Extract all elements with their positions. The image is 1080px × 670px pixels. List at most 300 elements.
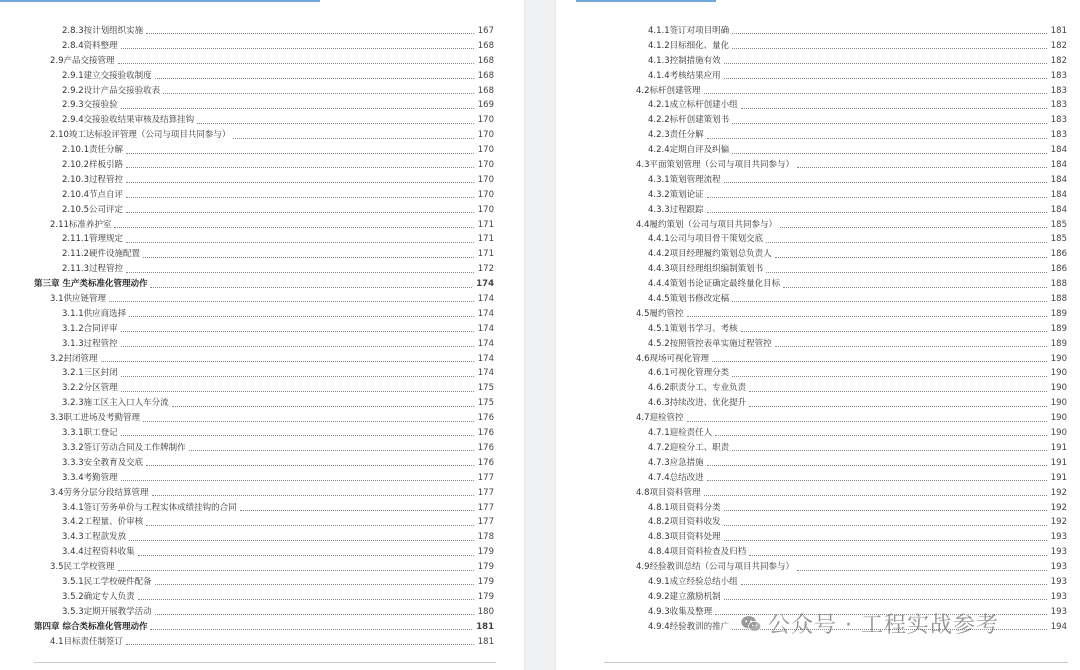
toc-entry[interactable]: [620, 590, 1067, 605]
dot-leader: [687, 420, 1047, 422]
toc-entry[interactable]: [620, 143, 1067, 158]
dot-leader: [109, 300, 474, 302]
toc-entry[interactable]: [620, 575, 1067, 590]
toc-entry-title: 2.9.3交接验验: [62, 100, 118, 111]
toc-entry-title: 3.3.3安全教育及交底: [62, 457, 144, 468]
toc-entry[interactable]: [34, 39, 494, 54]
toc-entry-page: 191: [1050, 457, 1067, 468]
dot-leader: [233, 137, 473, 139]
toc-entry-page: 180: [477, 606, 494, 617]
toc-entry-page: 177: [477, 487, 494, 498]
dot-leader: [197, 122, 474, 124]
toc-entry[interactable]: [620, 277, 1067, 292]
dot-leader: [150, 628, 472, 630]
dot-leader: [129, 315, 474, 317]
toc-entry-page: 190: [1050, 428, 1067, 439]
toc-entry-page: 191: [1050, 472, 1067, 483]
dot-leader: [126, 211, 474, 213]
toc-entry[interactable]: [34, 635, 494, 650]
toc-entry-title: 4.9经验教训总结（公司与项目共同参与）: [636, 562, 795, 573]
toc-entry[interactable]: [620, 352, 1067, 367]
toc-entry-page: 193: [1050, 532, 1067, 543]
toc-entry-title: 3.4.4过程资料收集: [62, 547, 135, 558]
toc-entry[interactable]: [34, 203, 494, 218]
dot-leader: [121, 47, 474, 49]
toc-entry[interactable]: [620, 203, 1067, 218]
dot-leader: [118, 62, 474, 64]
toc-entry-title: 3.5.3定期开展教学活动: [62, 606, 152, 617]
toc-entry[interactable]: [34, 486, 494, 501]
toc-entry-title: 4.1.4考核结果应用: [648, 70, 721, 81]
dot-leader: [724, 509, 1047, 511]
toc-entry-page: 177: [477, 472, 494, 483]
toc-entry-page: 193: [1050, 591, 1067, 602]
toc-entry-title: 4.1.2目标细化、量化: [648, 40, 730, 51]
dot-leader: [155, 613, 474, 615]
dot-leader: [732, 122, 1047, 124]
toc-entry-title: 3.3.2签订劳动合同及工作牌制作: [62, 442, 186, 453]
toc-entry-page: 185: [1050, 234, 1067, 245]
toc-entry-title: 4.8.2项目资料收发: [648, 517, 721, 528]
toc-entry-page: 183: [1050, 70, 1067, 81]
toc-entry-title: 3.2.1三区封闭: [62, 368, 118, 379]
toc-entry-title: 4.5.2按照管控表单实施过程管控: [648, 338, 772, 349]
toc-entry[interactable]: [620, 366, 1067, 381]
toc-entry-title: 3.4.3工程款发放: [62, 532, 127, 543]
toc-entry-page: 186: [1050, 249, 1067, 260]
toc-entry[interactable]: [620, 530, 1067, 545]
toc-entry[interactable]: [34, 352, 494, 367]
toc-entry[interactable]: [34, 24, 494, 39]
toc-entry-page: 179: [477, 562, 494, 573]
dot-leader: [189, 449, 474, 451]
toc-entry[interactable]: [34, 515, 494, 530]
dot-leader: [126, 196, 474, 198]
dot-leader: [724, 539, 1047, 541]
toc-entry[interactable]: [620, 501, 1067, 516]
dot-leader: [172, 405, 474, 407]
toc-entry-page: 168: [477, 70, 494, 81]
toc-entry-title: 4.3.1策划管理流程: [648, 174, 721, 185]
toc-entry[interactable]: [34, 143, 494, 158]
toc-entry[interactable]: [34, 441, 494, 456]
toc-entry-page: 168: [477, 55, 494, 66]
toc-entry[interactable]: [620, 411, 1067, 426]
dot-leader: [146, 32, 474, 34]
toc-entry[interactable]: [34, 98, 494, 113]
toc-entry-page: 190: [1050, 413, 1067, 424]
toc-entry[interactable]: [34, 218, 494, 233]
toc-entry[interactable]: [620, 188, 1067, 203]
toc-entry-page: 193: [1050, 606, 1067, 617]
toc-entry-title: 4.1.1签订对项目明确: [648, 26, 730, 36]
dot-leader: [741, 107, 1047, 109]
toc-entry[interactable]: [620, 381, 1067, 396]
dot-leader: [121, 375, 474, 377]
toc-entry[interactable]: [34, 173, 494, 188]
toc-entry[interactable]: [620, 218, 1067, 233]
dot-leader: [126, 241, 474, 243]
toc-entry-title: 4.8.4项目资料检查及归档: [648, 547, 747, 558]
toc-entry-title: 2.10.4节点自评: [62, 189, 124, 200]
toc-entry-page: 185: [1050, 219, 1067, 230]
dot-leader: [707, 137, 1047, 139]
toc-entry-title: 4.4.2项目经理履约策划总负责人: [648, 249, 772, 260]
toc-entry[interactable]: [620, 113, 1067, 128]
toc-entry[interactable]: [34, 411, 494, 426]
dot-leader: [797, 166, 1047, 168]
toc-entry-page: 188: [1050, 294, 1067, 305]
toc-entry-title: 3.1.3过程管控: [62, 338, 118, 349]
toc-entry[interactable]: [34, 560, 494, 575]
toc-entry-title: 第四章 综合类标准化管理动作: [34, 621, 148, 632]
toc-entry-page: 175: [477, 398, 494, 409]
toc-entry[interactable]: [34, 471, 494, 486]
toc-entry-page: 176: [477, 428, 494, 439]
toc-entry-title: 2.11.3过程管控: [62, 264, 124, 275]
dot-leader: [749, 405, 1047, 407]
dot-leader: [126, 166, 474, 168]
dot-leader: [143, 420, 474, 422]
toc-entry[interactable]: [34, 337, 494, 352]
toc-entry[interactable]: [620, 307, 1067, 322]
dot-leader: [724, 598, 1047, 600]
toc-entry-title: 3.4.2工程量、价审核: [62, 517, 144, 528]
dot-leader: [724, 77, 1047, 79]
toc-entry-title: 2.9.2设计产品交接验收表: [62, 85, 161, 96]
toc-entry-title: 3.2.2分区管理: [62, 383, 118, 394]
toc-entry-page: 170: [477, 189, 494, 200]
toc-entry[interactable]: [34, 381, 494, 396]
toc-entry-page: 170: [477, 130, 494, 141]
dot-leader: [707, 464, 1047, 466]
toc-entry[interactable]: [620, 426, 1067, 441]
toc-entry-title: 4.9.2建立激励机制: [648, 591, 721, 602]
toc-entry-title: 4.6现场可视化管理: [636, 353, 710, 364]
toc-entry-page: 168: [477, 85, 494, 96]
toc-entry-title: 4.2.3责任分解: [648, 130, 704, 141]
toc-entry[interactable]: [620, 98, 1067, 113]
toc-entry[interactable]: [34, 605, 494, 620]
toc-entry-title: 2.9.4交接验收结果审核及结算挂钩: [62, 115, 195, 126]
toc-entry-title: 3.1.2合同评审: [62, 323, 118, 334]
dot-leader: [146, 464, 474, 466]
toc-entry[interactable]: [34, 247, 494, 262]
toc-entry-title: 4.4.4策划书论证确定最终量化目标: [648, 279, 781, 290]
toc-entry-page: 174: [477, 294, 494, 305]
toc-page-left: [0, 0, 524, 670]
dot-leader: [687, 315, 1047, 317]
toc-entry-page: 174: [477, 353, 494, 364]
toc-entry-title: 4.3.3过程跟踪: [648, 204, 704, 215]
dot-leader: [138, 554, 474, 556]
dot-leader: [732, 47, 1047, 49]
dot-leader: [240, 509, 474, 511]
toc-entry-title: 4.5.1策划书学习、考核: [648, 323, 738, 334]
toc-entry[interactable]: [34, 113, 494, 128]
toc-entry-page: 192: [1050, 487, 1067, 498]
toc-entry[interactable]: [620, 247, 1067, 262]
toc-entry-page: 171: [477, 234, 494, 245]
toc-entry-title: 2.10.1责任分解: [62, 145, 124, 156]
toc-entry-title: 3.3职工进场及考勤管理: [50, 413, 141, 424]
toc-entry-page: 182: [1050, 40, 1067, 51]
dot-leader: [126, 181, 474, 183]
toc-entry-title: 4.5履约管控: [636, 308, 684, 319]
toc-entry-title: 2.9.1建立交接验收制度: [62, 70, 152, 81]
toc-entry-title: 4.6.1可视化管理分类: [648, 368, 730, 379]
toc-entry[interactable]: [620, 158, 1067, 173]
toc-entry-title: 4.2.4定期自评及纠偏: [648, 145, 730, 156]
dot-leader: [143, 256, 474, 258]
toc-entry-title: 4.4.5策划书修改定稿: [648, 294, 730, 305]
toc-entry[interactable]: [34, 366, 494, 381]
toc-entry-page: 184: [1050, 189, 1067, 200]
toc-entry-title: 4.4.3项目经理组织编制策划书: [648, 264, 764, 275]
dot-leader: [152, 494, 474, 496]
toc-entry[interactable]: [34, 322, 494, 337]
dot-leader: [732, 32, 1047, 34]
toc-entry-page: 174: [477, 323, 494, 334]
toc-entry-page: 181: [477, 636, 494, 647]
dot-leader: [783, 286, 1047, 288]
dot-leader: [780, 226, 1047, 228]
toc-entry-page: 178: [477, 532, 494, 543]
toc-entry[interactable]: [620, 69, 1067, 84]
dot-leader: [775, 256, 1047, 258]
toc-entry-page: 194: [1050, 621, 1067, 632]
toc-entry-page: 174: [476, 279, 494, 290]
toc-entry[interactable]: [34, 69, 494, 84]
toc-entry[interactable]: [620, 292, 1067, 307]
toc-entry-title: 4.1目标责任制签订: [50, 636, 124, 647]
toc-entry[interactable]: [620, 441, 1067, 456]
toc-entry[interactable]: [34, 158, 494, 173]
toc-entry-title: 4.7迎检管控: [636, 413, 684, 424]
toc-entry[interactable]: [620, 322, 1067, 337]
toc-entry-title: 2.11标准养护室: [50, 219, 112, 230]
dot-leader: [704, 92, 1047, 94]
dot-leader: [126, 152, 474, 154]
toc-entry-title: 2.8.3按计划组织实施: [62, 26, 144, 36]
toc-entry-page: 176: [477, 442, 494, 453]
toc-entry-page: 183: [1050, 115, 1067, 126]
toc-entry[interactable]: [620, 471, 1067, 486]
toc-entry-page: 170: [477, 160, 494, 171]
toc-entry[interactable]: [34, 262, 494, 277]
toc-entry-page: 189: [1050, 338, 1067, 349]
toc-entry-page: 193: [1050, 576, 1067, 587]
toc-entry-title: 3.3.1职工登记: [62, 428, 118, 439]
toc-entry-page: 167: [477, 26, 494, 36]
toc-entry-title: 4.6.3持续改进、优化提升: [648, 398, 747, 409]
toc-entry-page: 171: [477, 219, 494, 230]
dot-leader: [118, 569, 474, 571]
toc-entry-page: 177: [477, 502, 494, 513]
toc-entry-page: 183: [1050, 100, 1067, 111]
dot-leader: [704, 494, 1047, 496]
dot-leader: [766, 271, 1047, 273]
toc-entry-title: 3.4劳务分层分段结算管理: [50, 487, 149, 498]
toc-entry-title: 3.4.1签订劳务单价与工程实体成绩挂钩的合同: [62, 502, 237, 513]
toc-entry-page: 184: [1050, 204, 1067, 215]
toc-entry-page: 170: [477, 145, 494, 156]
toc-entry[interactable]: [34, 426, 494, 441]
toc-entry[interactable]: [620, 39, 1067, 54]
page-bottom-rule: [604, 662, 1068, 663]
toc-chapter-entry[interactable]: [34, 277, 494, 292]
dot-leader: [732, 300, 1047, 302]
dot-leader: [155, 583, 474, 585]
toc-entry[interactable]: [620, 232, 1067, 247]
toc-entry-title: 4.7.4总结改进: [648, 472, 704, 483]
toc-entry[interactable]: [34, 590, 494, 605]
dot-leader: [121, 345, 474, 347]
toc-entry[interactable]: [620, 262, 1067, 277]
toc-entry-page: 170: [477, 115, 494, 126]
toc-entry[interactable]: [620, 24, 1067, 39]
toc-entry-page: 183: [1050, 85, 1067, 96]
toc-entry-title: 3.5.1民工学校硬件配备: [62, 576, 152, 587]
toc-entry[interactable]: [620, 486, 1067, 501]
toc-entry[interactable]: [620, 337, 1067, 352]
toc-entry[interactable]: [620, 560, 1067, 575]
toc-entry-title: 3.5民工学校管理: [50, 562, 115, 573]
toc-entry-page: 193: [1050, 562, 1067, 573]
toc-entry-title: 4.3平面策划管理（公司与项目共同参与）: [636, 160, 795, 171]
toc-entry[interactable]: [620, 515, 1067, 530]
toc-entry[interactable]: [34, 307, 494, 322]
toc-entry[interactable]: [620, 456, 1067, 471]
toc-entry-page: 179: [477, 591, 494, 602]
toc-entry[interactable]: [34, 292, 494, 307]
toc-entry-page: 179: [477, 576, 494, 587]
toc-entry-page: 175: [477, 383, 494, 394]
toc-entry-page: 181: [476, 621, 494, 632]
toc-entry-title: 3.2封闭管理: [50, 353, 98, 364]
toc-entry-title: 4.2.1成立标杆创建小组: [648, 100, 738, 111]
toc-entry-page: 190: [1050, 353, 1067, 364]
dot-leader: [114, 226, 473, 228]
toc-entry-page: 171: [477, 249, 494, 260]
toc-entry[interactable]: [34, 54, 494, 69]
toc-entry-page: 174: [477, 338, 494, 349]
dot-leader: [155, 77, 474, 79]
dot-leader: [707, 196, 1047, 198]
dot-leader: [121, 107, 474, 109]
dot-leader: [724, 524, 1047, 526]
toc-entry-title: 4.2标杆创建管理: [636, 85, 701, 96]
toc-entry-page: 192: [1050, 517, 1067, 528]
dot-leader: [146, 524, 474, 526]
toc-entry-page: 174: [477, 308, 494, 319]
dot-leader: [715, 434, 1047, 436]
dot-leader: [732, 375, 1047, 377]
toc-entry-page: 190: [1050, 398, 1067, 409]
toc-entry-page: 184: [1050, 174, 1067, 185]
dot-leader: [707, 479, 1047, 481]
dot-leader: [741, 583, 1047, 585]
toc-entry[interactable]: [34, 232, 494, 247]
dot-leader: [732, 449, 1047, 451]
toc-entry-page: 189: [1050, 308, 1067, 319]
toc-entry[interactable]: [34, 84, 494, 99]
toc-entry-title: 2.11.1管理规定: [62, 234, 124, 245]
toc-entry-page: 184: [1050, 160, 1067, 171]
watermark: [740, 608, 999, 639]
toc-entry[interactable]: [34, 530, 494, 545]
dot-leader: [129, 539, 474, 541]
toc-entry-page: 176: [477, 413, 494, 424]
toc-entry-title: 4.8.1项目资料分类: [648, 502, 721, 513]
toc-entry[interactable]: [620, 396, 1067, 411]
toc-entry-page: 181: [1050, 26, 1067, 36]
toc-entry-title: 4.7.2迎检分工、职责: [648, 442, 730, 453]
toc-page-right: [556, 0, 1080, 670]
dot-leader: [741, 330, 1047, 332]
dot-leader: [766, 241, 1047, 243]
toc-entry-page: 170: [477, 204, 494, 215]
toc-entry[interactable]: [620, 173, 1067, 188]
toc-entry-title: 4.9.3收集及整理: [648, 606, 713, 617]
toc-entry[interactable]: [34, 575, 494, 590]
dot-leader: [121, 479, 474, 481]
toc-entry[interactable]: [34, 501, 494, 516]
toc-entry-page: 176: [477, 457, 494, 468]
toc-entry-page: 191: [1050, 442, 1067, 453]
toc-entry-page: 183: [1050, 130, 1067, 141]
toc-entry-title: 3.1.1供应商选择: [62, 308, 127, 319]
toc-entry-page: 186: [1050, 264, 1067, 275]
toc-entry-title: 3.3.4考勤管理: [62, 472, 118, 483]
top-link-bar: [0, 0, 320, 2]
toc-entry-title: 3.5.2确定专人负责: [62, 591, 135, 602]
toc-entry-page: 177: [477, 517, 494, 528]
toc-entry-title: 2.9产品交接管理: [50, 55, 115, 66]
watermark-text: 公众号 · 工程实战参考: [768, 613, 999, 638]
dot-leader: [724, 181, 1047, 183]
toc-entry[interactable]: [34, 456, 494, 471]
dot-leader: [712, 360, 1047, 362]
toc-entry-title: 2.11.2硬件设施配置: [62, 249, 141, 260]
toc-entry[interactable]: [620, 54, 1067, 69]
toc-entry[interactable]: [34, 128, 494, 143]
toc-entry[interactable]: [34, 188, 494, 203]
toc-entry-title: 2.10.3过程管控: [62, 174, 124, 185]
dot-leader: [150, 286, 472, 288]
toc-entry-title: 2.10竣工达标验评管理（公司与项目共同参与）: [50, 130, 231, 141]
toc-entry[interactable]: [34, 396, 494, 411]
toc-entry-title: 4.9.1成立经验总结小组: [648, 576, 738, 587]
dot-leader: [707, 211, 1047, 213]
page-bottom-rule: [34, 662, 496, 663]
toc-entry-page: 193: [1050, 547, 1067, 558]
toc-chapter-entry[interactable]: [34, 620, 494, 635]
toc-entry[interactable]: [620, 545, 1067, 560]
dot-leader: [121, 330, 474, 332]
toc-entry[interactable]: [34, 545, 494, 560]
toc-entry-title: 4.3.2策划论证: [648, 189, 704, 200]
dot-leader: [724, 62, 1047, 64]
toc-entry-title: 4.7.1迎检责任人: [648, 428, 713, 439]
dot-leader: [797, 569, 1047, 571]
toc-entry-page: 190: [1050, 383, 1067, 394]
toc-entry-page: 170: [477, 174, 494, 185]
dot-leader: [126, 271, 474, 273]
toc-entry[interactable]: [620, 128, 1067, 143]
toc-entry[interactable]: [620, 84, 1067, 99]
toc-entry-title: 4.2.2标杆创建策划书: [648, 115, 730, 126]
